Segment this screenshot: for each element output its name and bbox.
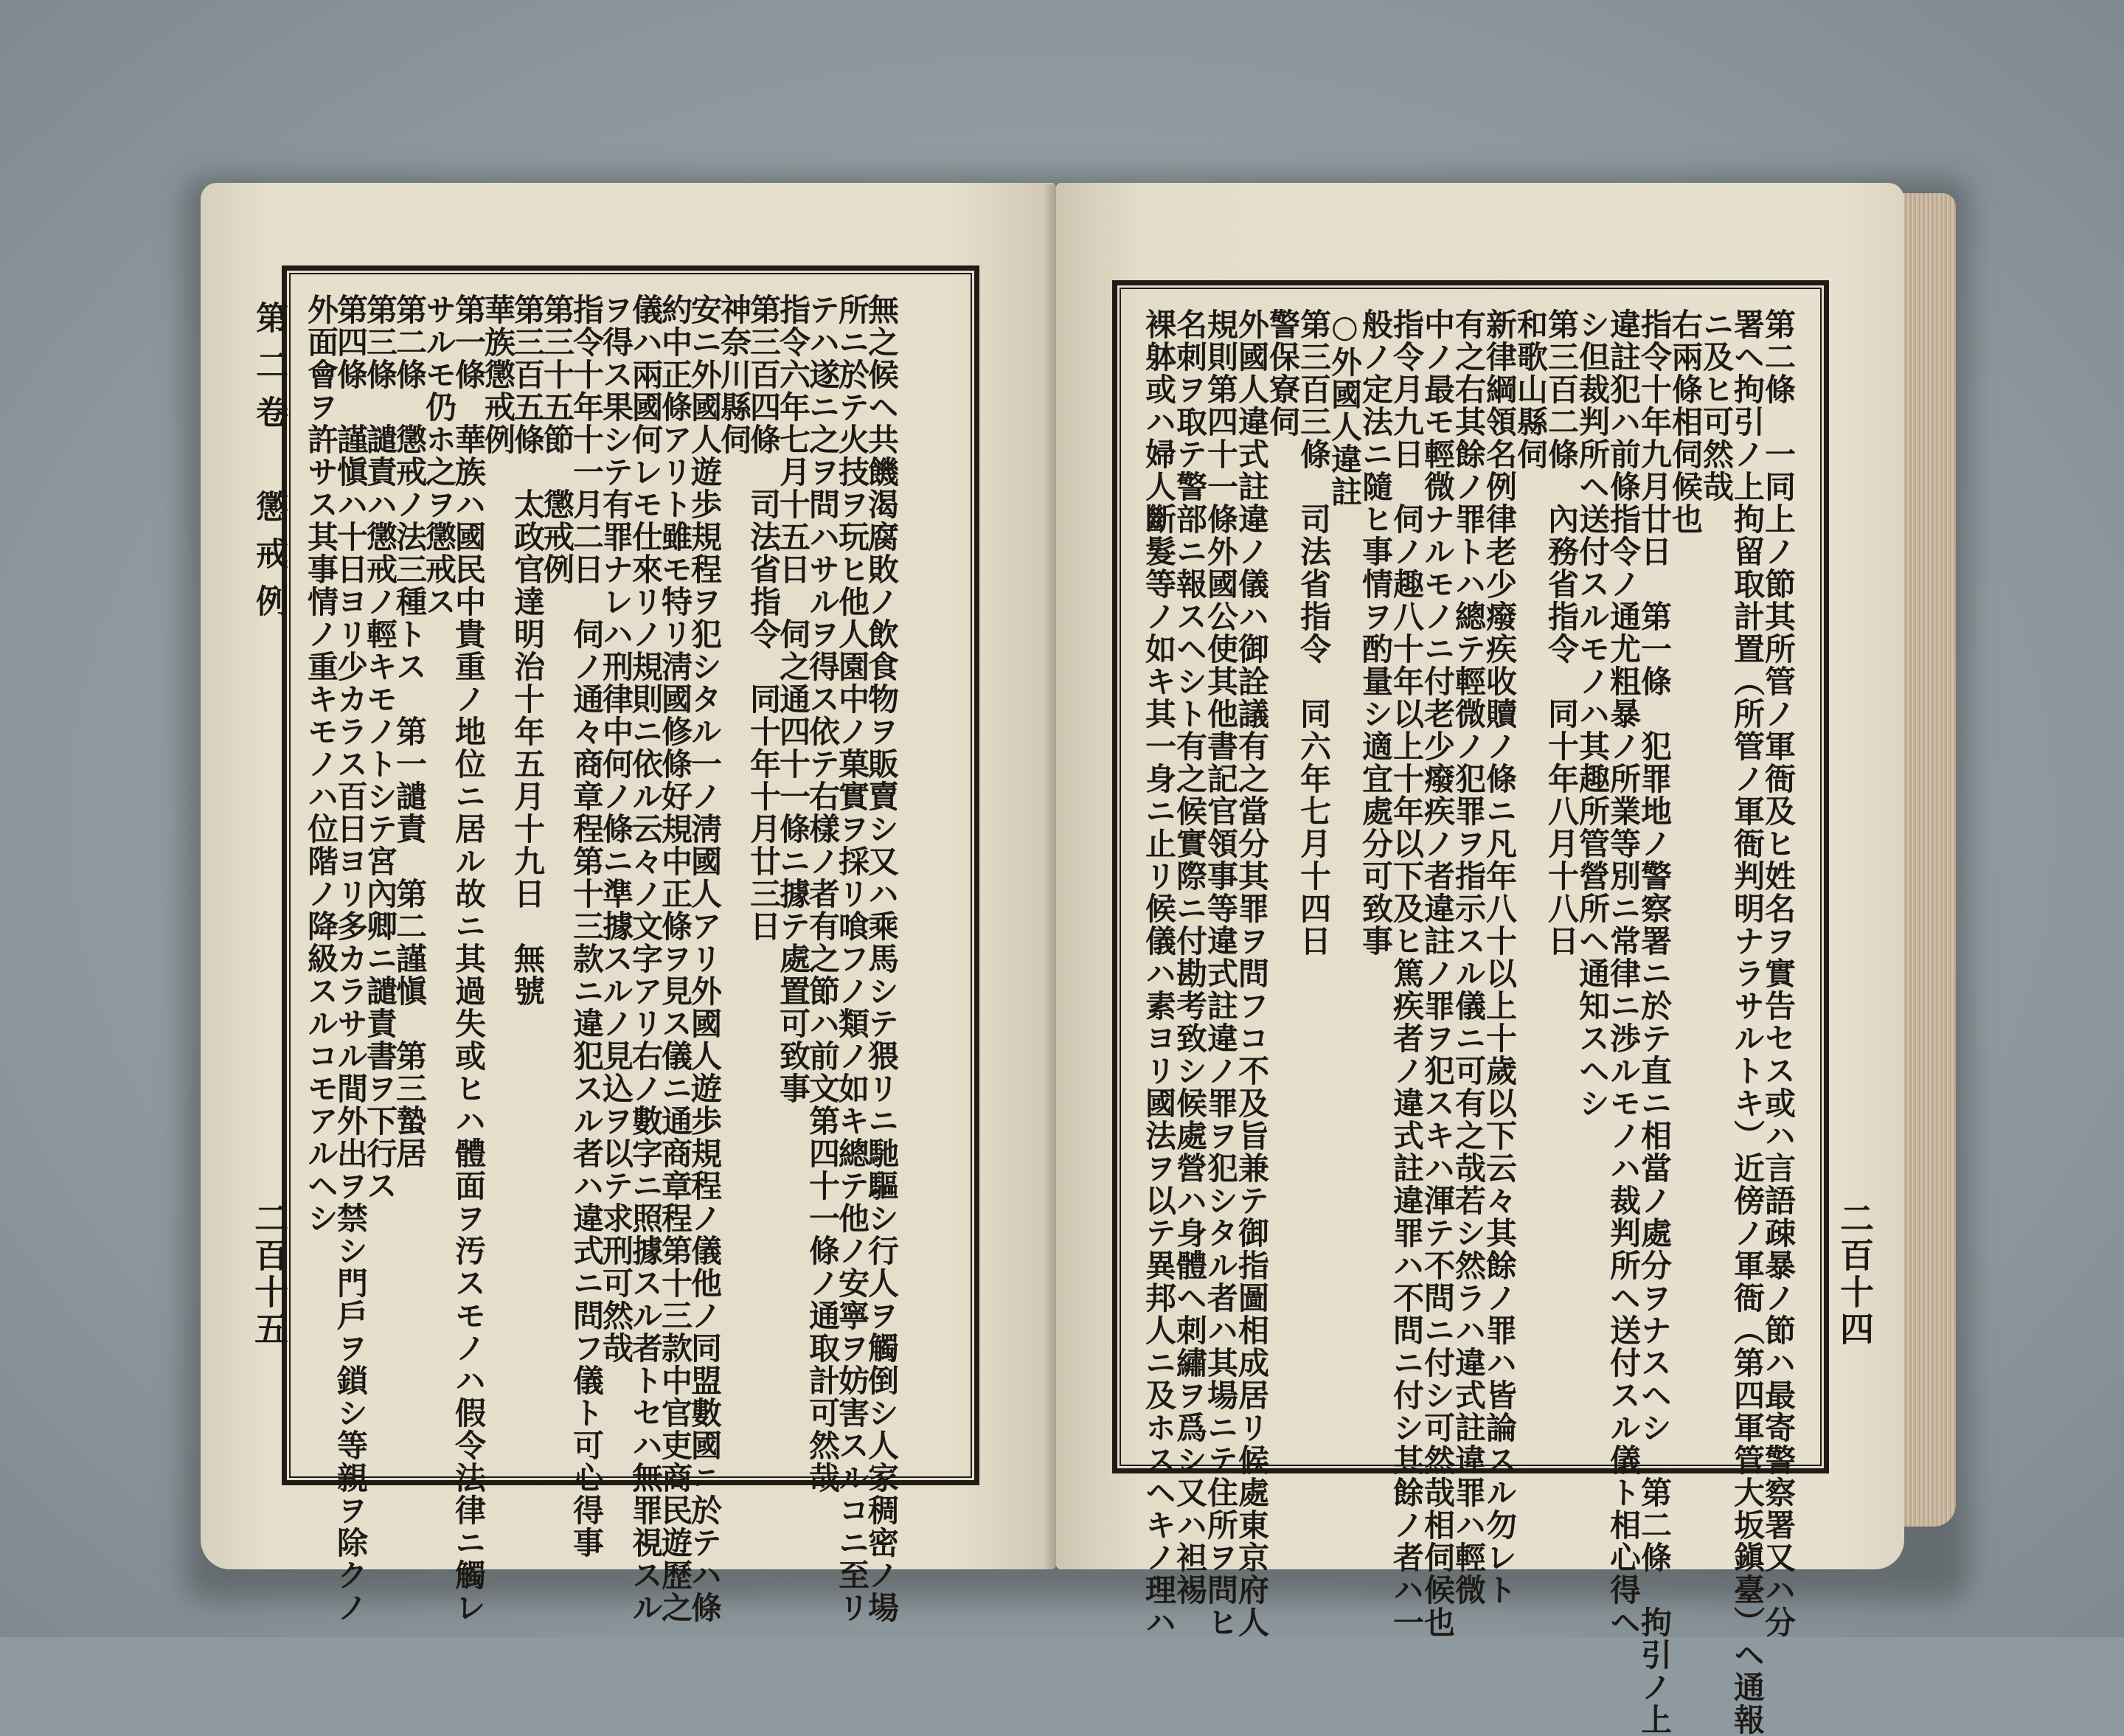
text-column: 外面會ヲ許サス其事情ノ重キモノハ位階ノ降級スルコモアルヘシ <box>303 294 339 1235</box>
left-page-text <box>303 294 901 1624</box>
text-column: テハ遂ニ之ヲ問ハサルヲ得ス依テ右樣ノ者有之節ハ前文第四十一條ノ通取計可然哉 <box>805 294 841 1494</box>
text-column: 第三百三條 司法省指令 同六年七月十四日 <box>1296 308 1332 957</box>
text-column: 和歌山縣伺 <box>1513 308 1549 471</box>
text-column: 警保寮伺 <box>1265 308 1301 438</box>
text-column: 儀ハ兩國何レモ仕來リノ規則ニ依ル云々ノ文字アリ右ノ數字ニ照據スル者トセハ無罪視スル <box>628 294 664 1624</box>
text-column: 所ニ於テ火技ヲ玩ヒ他人園中ノ菓實ヲ採リ喰フノ類ノ如キ總テ他ノ安寧ヲ妨害スルコニ至リ <box>834 294 870 1624</box>
text-column: 新律綱領名例律老少癈疾收贖ノ條ニ凡年八十以上十歲以下云々其餘ノ罪ハ皆論スル勿レト <box>1482 308 1518 1606</box>
text-column: 外國人違式註違ノ儀ハ御詮議有之當分其罪ヲ問フコ不及旨兼テ御指圖相成居リ候處東京府人 <box>1234 308 1270 1639</box>
text-column: 第四條 謹愼ハ十日ヨリ少カラス百日ヨリ多カラサル間外出ヲ禁シ門戶ヲ鎖シ等親ヲ除クノ <box>333 294 369 1624</box>
running-head: 第二卷 懲戒例 <box>250 301 288 631</box>
text-column: 第一條 華族ハ國民中貴重ノ地位ニ居ル故ニ其過失或ヒハ體面ヲ汚スモノハ假令法律ニ觸レ <box>451 294 487 1624</box>
text-column: 安ニ外國人遊歩規程ヲ犯シタル一ノ淸國人アリ外國人遊歩規程ノ儀他ノ同盟數國ニ於テハ條 <box>687 294 723 1624</box>
text-column: 指令十年九月廿日 第一條 犯罪地ノ警察署ニ於テ直ニ相當ノ處分ヲナスヘシ 第二條 拘引ノ上 <box>1637 308 1673 1736</box>
text-column: 第二條 一同上ノ節其所管ノ軍衙及ヒ姓名ヲ實告セス或ハ言語疎暴ノ節ハ最寄警察署又ハ分 <box>1760 308 1797 1639</box>
text-column: 中ノ最モ輕微ナルモノニ付老少癈疾ノ者違註ノ罪ヲ犯スキハ渾テ不問ニ付シ可然哉相伺候也 <box>1420 308 1456 1639</box>
text-column: 指令月九日 伺ノ趣八十年以上十年以下及ヒ篤疾者ノ違式註違罪ハ不問ニ付シ其餘ノ者ハ一 <box>1389 308 1425 1639</box>
text-column: 指令十年十一月二日 伺ノ通々商章程第十三款ニ違犯スル者ハ違式ニ問フ儀ト可心得事 <box>569 294 605 1559</box>
page-number-left: 二百十五 <box>249 1201 289 1348</box>
text-column: 約中正條アリト雖モ特リ淸國修條好規中正條ヲ見ス儀ニ通商章程第十三款中官吏商民遊歷之 <box>657 294 693 1624</box>
page-edges <box>1901 193 1956 1527</box>
text-column: ニ及ヒ可然哉 <box>1698 308 1735 503</box>
text-column: シ但裁判所ヘ送付スルモノハ其趣所管營所ヘ通知スヘシ <box>1575 308 1611 1119</box>
text-column: 規則第四十一條外國公使其他書記官領事等違式註違ノ罪ヲ犯シタル者ハ其場ニテ住所ヲ問ヒ <box>1203 308 1239 1639</box>
text-column: 名刺ヲ取テ警部ニ報スヘシト有之候實際ニ付勘考致シ候處營ハ身體ヘ刺繡ヲ爲シ又ハ袒裼 <box>1172 308 1208 1606</box>
text-column: 華族懲戒例 <box>480 294 516 456</box>
left-page <box>201 183 1056 1624</box>
text-column: 第三百二條 內務省指令 同十年八月十八日 <box>1544 308 1580 957</box>
text-column: 無之候ヘ共饑渴腐敗ノ飲食物ヲ販賣シ又ハ乘馬シテ猥リニ馳驅シ行人ヲ觸倒シ人家稠密ノ場 <box>864 294 900 1624</box>
text-column: 指令六年七月十五日 伺之通四十一條ニ據テ處置可致事 <box>775 294 811 1105</box>
text-column: 神奈川縣伺 <box>716 294 752 456</box>
text-column: サルモ仍ホ之ヲ懲戒ス <box>421 294 457 618</box>
text-column: ヲ得ス果シテ有罪ナレハ刑律中何ノ條ニ準據スルノ見込ヲ以テ求刑可然哉 <box>598 294 634 1364</box>
text-column: 署ヘ拘引ノ上拘留取計置（所管ノ軍衙判明ナラサルトキ）近傍ノ軍衙（第四軍管大坂鎭臺）ヘ通報 <box>1729 308 1766 1736</box>
text-column: 有之右其餘ノ罪トハ總テ輕微ノ犯罪ヲ指示スル儀ニ可有之哉若シ然ラハ違式註違罪ハ輕微 <box>1451 308 1487 1606</box>
page-number-right: 二百十四 <box>1835 1201 1875 1348</box>
text-column: 違註犯ハ前條指令ノ通尤粗暴ノ所業等別ニ常律ニ渉ルモノハ裁判所ヘ送付スル儀ト相心得ヘ <box>1606 308 1642 1639</box>
text-column: ○外國人違註 <box>1327 308 1363 508</box>
text-column: 第三百五條 太政官達明治十年五月十九日 無號 <box>510 294 546 1007</box>
text-column: 裸躰或ハ婦人斷髮等ノ如キ其一身ニ止リ候儀ハ素ヨリ國法ヲ以テ異邦人ニ及ホスヘキノ理ハ <box>1141 308 1177 1639</box>
text-column: 第三條 譴責ハ懲戒ノ輕キモノトシテ宮內卿ニ譴責書ヲ下行ス <box>362 294 398 1202</box>
text-column: 第二條 懲戒ノ法三種トス 第一譴責 第二謹愼 第三蟄居 <box>392 294 428 1170</box>
text-column: 第三百四條 司法省指令 同十年十月廿三日 <box>746 294 782 942</box>
text-column: 第三十五節 懲戒例 <box>539 294 575 586</box>
right-page-text <box>1141 308 1798 1736</box>
right-page <box>1056 183 1904 1736</box>
text-column: 般ノ定法ニ隨ヒ事情ヲ酌量シ適宜處分可致事 <box>1358 308 1394 957</box>
text-column: 右兩條相伺候也 <box>1667 308 1704 535</box>
